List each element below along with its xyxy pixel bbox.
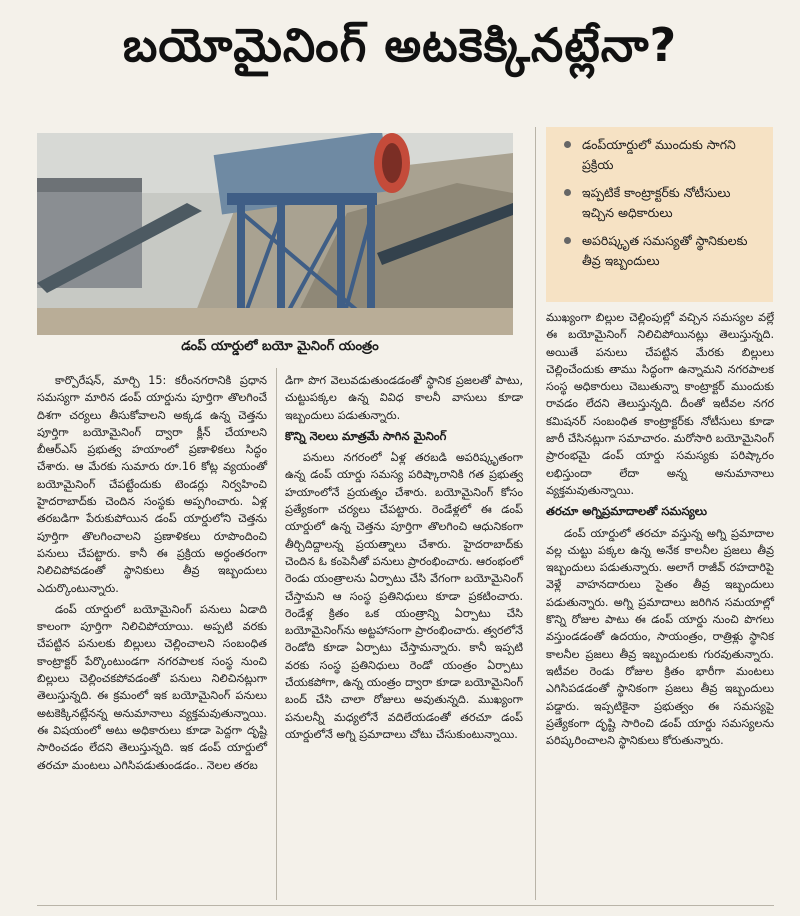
bullet-icon — [564, 141, 571, 148]
highlight-text: డంప్‌యార్డులో ముందుకు సాగని ప్రక్రియ — [582, 137, 736, 172]
article-column-left — [37, 372, 267, 778]
bottom-rule — [37, 905, 774, 906]
headline: బయోమైనింగ్ అటకెక్కినట్లేనా? — [122, 18, 678, 72]
subheading: కొన్ని నెలలు మాత్రమే సాగిన మైనింగ్ — [285, 428, 447, 443]
paragraph: డంప్ యార్డులో తరచూ వస్తున్న అగ్ని ప్రమాదాల వల్ల చుట్టు పక్కల ఉన్న అనేక కాలనీల ప్రజలు తీవ్ర ఇబ్బందులు పడుతున్నారు. అలాగే రాజీవ్ రహదారిపై వెళ్లే వాహనదారులు సైతం తీవ్ర ఇబ్బందులు పడుతున్నారు. అగ్ని ప్రమాదాలు జరిగిన సమయాల్లో కొన్ని రోజుల పాటు ఈ డంప్ యార్డు నుంచి పొగలు వస్తుండడంతో ఉదయం, సాయంత్రం, రాత్రిళ్లు స్థానిక కాలనీల ప్రజలు తీవ్ర ఇబ్బందులకు గురవుతున్నారు. ఇటీవల రెండు రోజుల క్రితం భారీగా మంటలు ఎగిసిపడడంతో స్థానికంగా ప్రజలు తీవ్ర ఇబ్బందులు పడ్డారు. ఇప్పటికైనా ప్రభుత్వం ఈ సమస్యపై ప్రత్యేకంగా దృష్టి సారించి డంప్ యార్డు సమస్యలను పరిష్కరించాలని స్థానికులు కోరుతున్నారు. — [546, 526, 774, 748]
bullet-icon — [564, 189, 571, 196]
biomining-machine-illustration — [37, 133, 513, 335]
article-column-middle — [285, 372, 523, 747]
column-divider — [276, 368, 277, 900]
highlight-item — [560, 135, 765, 175]
photo-caption: డంప్ యార్డులో బయో మైనింగ్ యంత్రం — [181, 339, 379, 354]
highlight-item — [560, 183, 765, 223]
paragraph: డంప్ యార్డులో బయోమైనింగ్ పనులు ఏడాది కాలంగా పూర్తిగా నిలిచిపోయాయి. అప్పటి వరకు చేపట్టిన పనులకు బిల్లులు చెల్లించాలని సంబంధిత కాంట్రాక్టర్ పేర్కొంటుండగా నగరపాలక సంస్థ నుంచి బిల్లులు చెల్లించకపోవడంతో పనులు నిలిచినట్లుగా తెలుస్తున్నది. ఈ క్రమంలో ఇక బయోమైనింగ్ పనులు అటకెక్కినట్లేనన్న అనుమానాలు వ్యక్తమవుతున్నాయి. ఈ విషయంలో అటు అధికారులు కూడా పెద్దగా దృష్టి సారించడం లేదని తెలుస్తున్నది. ఇక డంప్ యార్డులో తరచూ మంటలు ఎగిసిపడుతుండడం.. నెలల తరబ — [37, 602, 267, 772]
highlight-item — [560, 231, 765, 271]
subheading: తరచూ అగ్నిప్రమాదాలతో సమస్యలు — [546, 504, 707, 519]
highlight-text: అపరిష్కృత సమస్యతో స్థానికులకు తీవ్ర ఇబ్బందులు — [582, 233, 748, 268]
article-column-right — [546, 309, 774, 753]
bullet-icon — [564, 237, 571, 244]
highlights-box — [546, 127, 773, 302]
news-photo — [37, 133, 513, 335]
column-divider — [535, 127, 536, 900]
highlight-text: ఇప్పటికే కాంట్రాక్టర్‌కు నోటీసులు ఇచ్చిన అధికారులు — [582, 185, 731, 220]
paragraph: పనులు నగరంలో ఏళ్ల తరబడి అపరిష్కృతంగా ఉన్న డంప్ యార్డు సమస్య పరిష్కారానికి గత ప్రభుత్వ హయాంలోనే ప్రయత్నం చేశారు. బయోమైనింగ్ కోసం ప్రత్యేకంగా చర్యలు చేపట్టారు. రెండేళ్లలో ఈ డంప్ యార్డులో ఉన్న చెత్తను పూర్తిగా తొలగించి ఆధునికంగా తీర్చిదిద్దాలన్న ప్రయత్నాలు చేశారు. హైదరాబాద్‌కు చెందిన ఓ కంపెనీతో పనులు ప్రారంభించారు. ఆరంభంలో రెండు యంత్రాలను ఏర్పాటు చేసి వేగంగా బయోమైనింగ్ చేస్తామని ఆ సంస్థ ప్రతినిధులు కూడా ప్రకటించారు. రెండేళ్ల క్రితం ఒక యంత్రాన్ని ఏర్పాటు చేసి బయోమైనింగ్‌ను అట్టహాసంగా ప్రారంభించారు. త్వరలోనే రెండోది కూడా ఏర్పాటు చేస్తామన్నారు. కానీ ఇప్పటి వరకు సంస్థ ప్రతినిధులు రెండో యంత్రం ఏర్పాటు చేయకపోగా, ఉన్న యంత్రం ద్వారా కూడా బయోమైనింగ్ బంద్ చేసి చాలా రోజులు అవుతున్నది. ముఖ్యంగా పనులన్నీ మధ్యలోనే వదిలేయడంతో తరచూ డంప్ యార్డులోనే అగ్ని ప్రమాదాలు చోటు చేసుకుంటున్నాయి. — [285, 451, 523, 741]
paragraph: కార్పొరేషన్, మార్చి 15: కరీంనగరానికి ప్రధాన సమస్యగా మారిన డంప్ యార్డును పూర్తిగా తొలగించే దిశగా చర్యలు తీసుకోవాలని అక్కడ ఉన్న చెత్తను పూర్తిగా బయోమైనింగ్ ద్వారా క్లీన్ చేయాలని బీఆర్ఎస్ ప్రభుత్వ హయాంలో ప్రణాళికలు సిద్ధం చేశారు. ఆ మేరకు సుమారు రూ.16 కోట్ల వ్యయంతో బయోమైనింగ్ చేపట్టేందుకు టెండర్లు నిర్వహించి హైదరాబాద్‌కు చెందిన సంస్థకు అప్పగించారు. ఏళ్ల తరబడిగా పేరుకుపోయిన డంప్ యార్డులోని చెత్తను పూర్తిగా తొలగించాలని ప్రణాళికలు రూపొందించి పనులు చేపట్టారు. కానీ ఈ ప్రక్రియ అర్ధంతరంగా నిలిచిపోవడంతో స్థానికులు తీవ్ర ఇబ్బందులు ఎదుర్కొంటున్నారు. — [37, 374, 267, 595]
paragraph: డిగా పొగ వెలువడుతుండడంతో స్థానిక ప్రజలతో పాటు, చుట్టుపక్కల ఉన్న వివిధ కాలనీ వాసులు కూడా ఇబ్బందులు పడుతున్నారు. — [285, 374, 523, 422]
paragraph: ముఖ్యంగా బిల్లుల చెల్లింపుల్లో వచ్చిన సమస్యల వల్లే ఈ బయోమైనింగ్ నిలిచిపోయినట్లు తెలుస్తున్నది. అయితే పనులు చేపట్టిన మేరకు బిల్లులు చెల్లించేందుకు తాము సిద్ధంగా ఉన్నామని నగరపాలక సంస్థ అధికారులు చెబుతున్నా కాంట్రాక్టర్ ముందుకు రావడం లేదని తెలుస్తున్నది. దీంతో ఇటీవల నగర కమిషనర్ సంబంధిత కాంట్రాక్టర్‌కు నోటీసులు కూడా జారీ చేసినట్లుగా సమాచారం. మరోసారి బయోమైనింగ్ ప్రారంభమై డంప్ యార్డు సమస్యకు పరిష్కారం లభిస్తుందా లేదా అన్న అనుమానాలు వ్యక్తమవుతున్నాయి. — [546, 311, 774, 497]
